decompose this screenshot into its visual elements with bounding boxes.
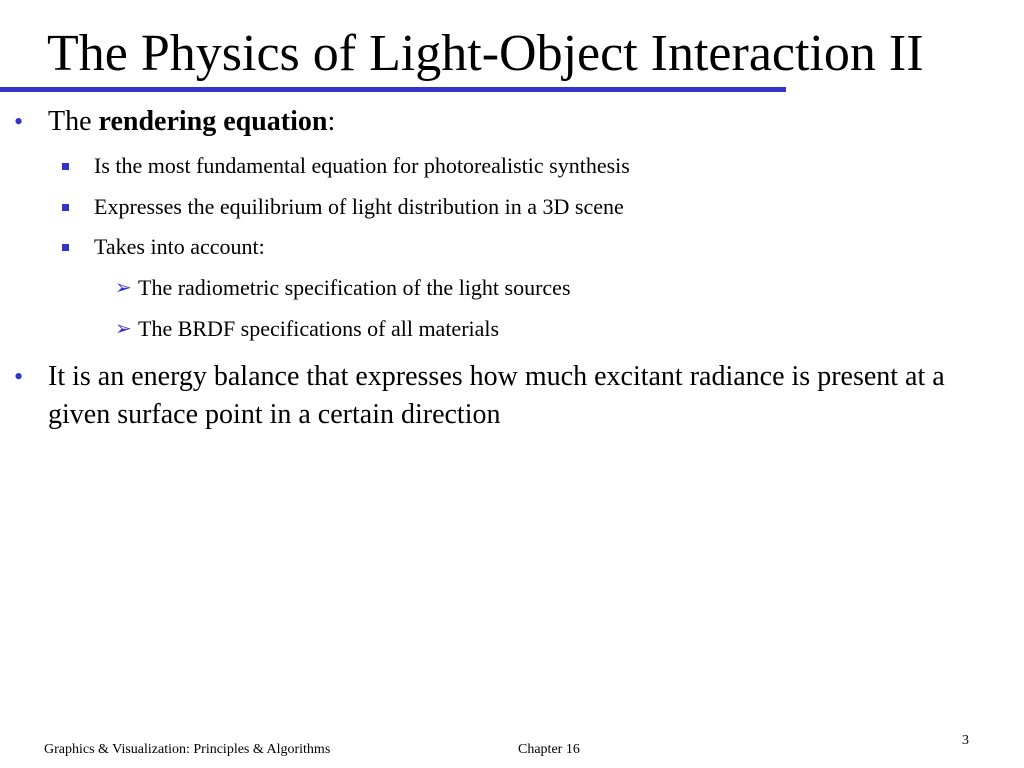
title-underline — [0, 87, 786, 92]
square-bullet-icon — [62, 244, 69, 251]
square-bullet-icon — [62, 163, 69, 170]
footer-left-text: Graphics & Visualization: Principles & Algorithms — [44, 742, 331, 757]
arrow-bullet-icon: ➢ — [115, 277, 132, 299]
bullet-text — [48, 103, 335, 141]
subbullet-text: Expresses the equilibrium of light distribution in a 3D scene — [94, 194, 624, 219]
subsubbullet-radiometric — [0, 273, 1024, 303]
slide-title: The Physics of Light-Object Interaction II — [47, 25, 924, 82]
subsubbullet-text: The BRDF specifications of all materials — [138, 316, 500, 341]
bullet-suffix: : — [327, 106, 336, 137]
arrow-bullet-icon: ➢ — [115, 318, 132, 340]
subbullet-text: Is the most fundamental equation for photorealistic synthesis — [94, 153, 630, 178]
bullet-energy-balance — [0, 358, 1024, 438]
bullet-emphasis: rendering equation — [98, 106, 328, 137]
subbullet-equilibrium — [0, 192, 1024, 222]
bullet-prefix: The — [48, 106, 99, 137]
square-bullet-icon — [62, 204, 69, 211]
bullet-text: It is an energy balance that expresses how much excitant radiance is present at a given surface point in a certain direction — [48, 361, 945, 430]
subbullet-text: Takes into account: — [94, 234, 265, 259]
subbullet-fundamental — [0, 151, 1024, 181]
subbullet-takes-into-account — [0, 232, 1024, 262]
footer-chapter: Chapter 16 — [518, 742, 580, 757]
bullet-dot-icon: • — [14, 107, 24, 136]
bullet-dot-icon: • — [14, 362, 24, 391]
page-number: 3 — [962, 733, 969, 748]
subsubbullet-brdf — [0, 314, 1024, 344]
subsubbullet-text: The radiometric specification of the light sources — [138, 275, 571, 300]
bullet-rendering-equation — [0, 103, 1024, 141]
